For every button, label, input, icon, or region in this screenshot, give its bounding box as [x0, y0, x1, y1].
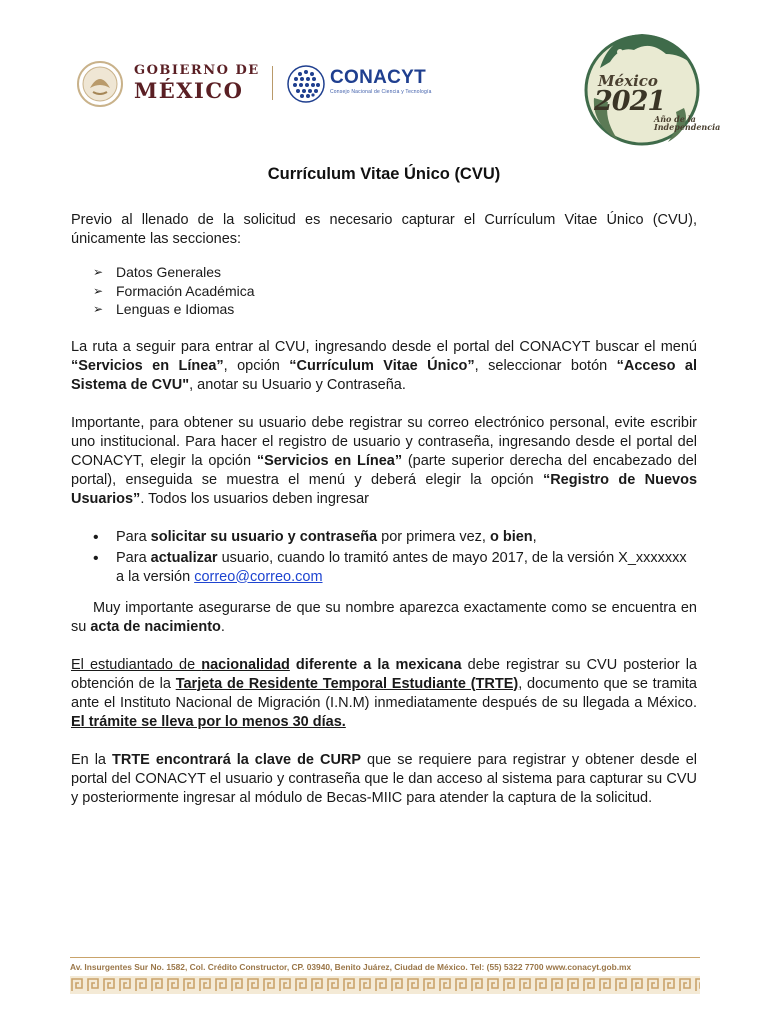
mexico-2021-badge [580, 28, 721, 148]
birth-certificate-paragraph [71, 599, 697, 637]
conacyt-dots-icon [287, 65, 325, 103]
bullet-bold: solicitar su usuario y contraseña [150, 528, 378, 545]
bullet-bold: o bien [489, 528, 533, 545]
badge-caption [654, 115, 720, 132]
badge-mexico: México [598, 72, 658, 90]
trte-bold: TRTE encontrará la clave de CURP [111, 751, 362, 768]
list-item: ➢ Lenguas e Idiomas [93, 300, 697, 319]
estud-bold: diferente a la mexicana [289, 656, 462, 673]
page-title: Currículum Vitae Único (CVU) [267, 165, 501, 183]
route-text: , seleccionar botón [474, 357, 617, 374]
bullet-text: por primera vez, [377, 528, 490, 545]
list-item [93, 549, 697, 587]
estud-bold-underline: Tarjeta de Residente Temporal Estudiante (TRTE) [175, 675, 519, 692]
intro-paragraph: Previo al llenado de la solicitud es necesario capturar el Currículum Vitae Único (CVU), únicamente las secciones: [71, 212, 697, 247]
gobierno-de-mexico-logo [134, 64, 260, 101]
route-text: , anotar su Usuario y Contraseña. [189, 376, 406, 393]
user-cases-list [71, 528, 697, 587]
route-bold: “Acceso al Sistema de CVU" [71, 357, 697, 393]
footer-address: Av. Insurgentes Sur No. 1582, Col. Crédito Constructor, CP. 03940, Benito Juárez, Ciudad de México. Tel: (55) 5322 7700 www.conacyt.gob.mx [70, 962, 632, 972]
estud-text: debe registrar su CVU posterior la obtención de la [71, 656, 697, 692]
mexico-coat-of-arms-icon [74, 60, 126, 108]
email-link[interactable]: correo@correo.com [194, 568, 323, 585]
letterhead [0, 0, 768, 150]
badge-year: 2021 [594, 86, 666, 117]
document-body [71, 165, 697, 808]
footer [70, 957, 700, 972]
list-item: ➢ Formación Académica [93, 282, 697, 301]
decorative-pattern-band [70, 976, 700, 994]
gobierno-line1: GOBIERNO DE [134, 63, 260, 78]
muy-bold: acta de nacimiento [90, 618, 221, 635]
estud-bold-underline: El trámite se lleva por lo menos 30 días. [71, 713, 346, 730]
conacyt-subtitle: Consejo Nacional de Ciencia y Tecnología [330, 89, 432, 95]
badge-caption-line2: Independencia [654, 122, 721, 133]
gobierno-line2: MÉXICO [134, 78, 244, 103]
curp-paragraph [71, 751, 697, 808]
route-bold: “Servicios en Línea” [71, 357, 224, 374]
important-bold: “Servicios en Línea” [256, 452, 403, 469]
list-item: ➢ Datos Generales [93, 263, 697, 282]
estud-bold-underline: nacionalidad [201, 656, 290, 673]
badge-caption-line1: Año de la [654, 114, 696, 124]
route-bold: “Currículum Vitae Único” [289, 357, 475, 374]
list-item [93, 528, 697, 547]
important-text: Importante, para obtener su usuario debe registrar su correo electrónico personal, evite escribir uno institucional. Para hacer el registro de usuario y contraseña, ingresando desde el portal del CONACYT, elegir la opción [71, 414, 697, 469]
estud-underline: El estudiantado de [71, 656, 202, 673]
important-paragraph [71, 414, 697, 509]
bullet-text: usuario, cuando lo tramitó antes de mayo 2017, de la versión X_xxxxxxx a la versión [116, 549, 687, 585]
route-text: La ruta a seguir para entrar al CVU, ingresando desde el portal del CONACYT buscar el menú [71, 338, 697, 355]
important-bold: “Registro de Nuevos Usuarios” [71, 471, 698, 507]
route-paragraph [71, 338, 697, 395]
bullet-text: Para [116, 549, 151, 566]
cvu-sections-list [71, 263, 697, 319]
trte-text: En la [71, 751, 112, 768]
conacyt-logo [330, 68, 432, 95]
bullet-bold: actualizar [150, 549, 218, 566]
muy-text: . [220, 618, 225, 635]
bullet-text: Para [116, 528, 151, 545]
bullet-text: , [532, 528, 537, 545]
muy-text: Muy importante asegurarse de que su nombre aparezca exactamente como se encuentra en su [71, 599, 697, 635]
estud-text: , documento que se tramita ante el Instituto Nacional de Migración (I.N.M) inmediatamente después de su llegada a México. [71, 675, 697, 711]
important-text: . Todos los usuarios deben ingresar [140, 490, 369, 507]
footer-divider [70, 957, 700, 958]
route-text: , opción [223, 357, 290, 374]
logo-divider [272, 66, 273, 100]
trte-text: que se requiere para registrar y obtener desde el portal del CONACYT el usuario y contraseña que le dan acceso al sistema para capturar su CVU y posteriormente ingresar al módulo de Becas-MIIC para atender la captura de la solicitud. [71, 751, 697, 806]
foreign-students-paragraph [71, 656, 697, 732]
conacyt-name: CONACYT [330, 67, 427, 88]
important-text: (parte superior derecha del encabezado del portal), enseguida se muestra el menú y deberá elegir la opción [71, 452, 697, 488]
